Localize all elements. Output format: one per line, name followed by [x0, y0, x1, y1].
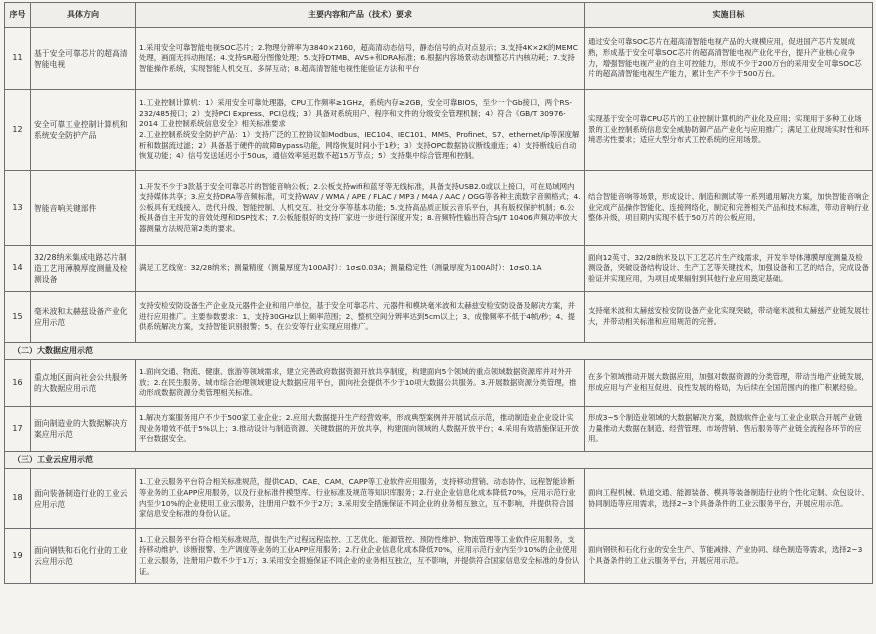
row-direction: 32/28纳米集成电路芯片制造工艺用薄膜厚度测量及检测设备: [31, 246, 136, 292]
header-no: 序号: [5, 3, 31, 28]
row-no: 16: [5, 360, 31, 407]
header-goal: 实施目标: [585, 3, 873, 28]
section-heading: （二）大数据应用示范: [5, 343, 873, 360]
row-goal: 支持毫米波和太赫兹安检安防设备产业化实现突破，带动毫米波和太赫兹产业链发展壮大，并带动相关标准和应用规范的完善。: [585, 292, 873, 343]
row-content: 1.采用安全可靠智能电视SOC芯片；2.物理分辨率为3840×2160，超高清动态信号，静态信号的点对点显示；3.支持4K×2K的MEMC处理，画面无抖动拖尾；4.支持SR超分图像处理；5.支持DTMB、AVS+和DRA标准；6.根据内容场景动态调整芯片内核功耗；7.支持智能操作系统，实现智能人机交互、多屏互动；8.超高清智能电视性能验证方法和平台: [136, 28, 585, 90]
row-no: 15: [5, 292, 31, 343]
row-content: 1.工业云服务平台符合相关标准规范，提供生产过程远程监控、工艺优化、能源管控、预防性维护、物流管理等工业软件应用服务，支持移动维护、诊断报警、生产调度等业务的工业APP应用服务；2.行业企业信息化成本降低70%，应用示范行业内至少10%的企业使用工业云服务，注册用户数不少于1万；3.采用安全措施保证不同企业的业务相互独立，互不影响，并提供符合国家信息安全标准的身份认证。: [136, 529, 585, 584]
table-row: [5, 90, 873, 171]
row-direction: 智能音响关键部件: [31, 171, 136, 246]
row-goal: 结合智能音响等场景，形成设计、制造和测试等一系列通用解决方案，加快智能音响企业完成产品操作智能化、连接网络化，制定和完善相关产品和技术标准，带动音响行业整体升级，项目期内实现不低于50万片的公板应用。: [585, 171, 873, 246]
row-content: 1.工业云服务平台符合相关标准规范，提供CAD、CAE、CAM、CAPP等工业软件应用服务，支持移动营销、动态协作、远程智能诊断等业务的工业APP应用服务，以及行业标准件模型库、行业标准及规范等知识库服务；2.行业企业信息化成本降低70%，应用示范行业内至少10%的企业使用工业云服务，注册用户数不少于2万；3.采用安全措施保证不同企业的业务相互独立，互不影响，并提供符合国家信息安全标准的身份认证。: [136, 469, 585, 529]
row-no: 11: [5, 28, 31, 90]
table-row: [5, 246, 873, 292]
row-direction: 面向制造业的大数据解决方案应用示范: [31, 407, 136, 452]
table-row: [5, 469, 873, 529]
section-heading: （三）工业云应用示范: [5, 452, 873, 469]
table-row: [5, 360, 873, 407]
row-no: 18: [5, 469, 31, 529]
section-heading-row: [5, 452, 873, 469]
row-goal: 面向钢铁和石化行业的安全生产、节能减排、产业协同、绿色制造等需求，选择2~3个具备条件的工业云服务平台，开展应用示范。: [585, 529, 873, 584]
row-goal: 面向工程机械、轨道交通、能源装备、模具等装备制造行业的个性化定制、众包设计、协同制造等应用需求，选择2~3个具备条件的工业云服务平台，开展应用示范。: [585, 469, 873, 529]
row-direction: 基于安全可靠芯片的超高清智能电视: [31, 28, 136, 90]
table-row: [5, 171, 873, 246]
row-direction: 面向钢铁和石化行业的工业云应用示范: [31, 529, 136, 584]
table-row: [5, 407, 873, 452]
section-heading-row: [5, 343, 873, 360]
row-content: 支持安检安防设备生产企业及元器件企业和用户单位，基于安全可靠芯片、元器件和模块毫米波和太赫兹安检安防设备及解决方案，并进行应用推广。主要参数要求：1、支持30GHz以上频率范围；2、整机空间分辨率达到5cm以上；3、成像频率不低于4帧/秒；4、提供系统解决方案，支持智能识别报警；5、在公安等行业实现应用推广。: [136, 292, 585, 343]
header-direction: 具体方向: [31, 3, 136, 28]
table-row: [5, 529, 873, 584]
row-no: 19: [5, 529, 31, 584]
row-direction: 毫米波和太赫兹设备产业化应用示范: [31, 292, 136, 343]
row-direction: 面向装备制造行业的工业云应用示范: [31, 469, 136, 529]
row-no: 17: [5, 407, 31, 452]
row-content: 1.工业控制计算机：1）采用安全可靠处理器，CPU工作频率≥1GHz，系统内存≥2GB，安全可靠BIOS，至少一个Gb接口，两个RS-232/485接口；2）支持PCI Express、PCI总线；3）具备对系统用户、程序和文件的分级安全管理机制；4）符合《GB/T 30976-2014 工业控制系统信息安全》相关标准要求 2.工业控制系统安全防护产品：1）支持广泛的工控协议如Modbus、IEC104、IEC101、MMS、Profinet、S7、ethernet/ip等深度解析和数据流过滤；2）具备基于硬件的故障Bypass功能，网络恢复时间小于1秒；3）支持OPC数据协议断线重连；4）支持断线后自动恢复功能；4）信号发送延迟小于50us，通信效率延迟数不超15万节点；5）支持集中综合管理和控制。: [136, 90, 585, 171]
row-direction: 重点地区面向社会公共服务的大数据应用示范: [31, 360, 136, 407]
row-goal: 面向12英寸、32/28纳米及以下工艺芯片生产线需求，开发半导体薄膜厚度测量及检测设备，突破设备结构设计、生产工艺等关键技术，加强设备和工艺的结合，完成设备验证并实现应用，为项目成果辐射到其他行业应用奠定基础。: [585, 246, 873, 292]
row-no: 13: [5, 171, 31, 246]
row-no: 12: [5, 90, 31, 171]
row-no: 14: [5, 246, 31, 292]
table-row: [5, 28, 873, 90]
project-table: [4, 2, 873, 584]
header-content: 主要内容和产品（技术）要求: [136, 3, 585, 28]
row-content: 1.面向交通、物流、健康、旅游等领域需求，建立完善政府数据资源开放共享制度，构建面向5个领域的重点领域数据资源库并对外开放；2.在民生服务、城市综合治理领域建设大数据应用平台，面向社会提供不少于10项大数据公共服务。3.开展数据资源分类管理，推动形成数据资源分类管理相关标准。: [136, 360, 585, 407]
row-goal: 形成3~5个制造业领域的大数据解决方案，鼓励软件企业与工业企业联合开展产业链力量推动大数据在制造、经营管理、市场营销、售后服务等产业链全流程各环节的应用。: [585, 407, 873, 452]
row-direction: 安全可靠工业控制计算机和系统安全防护产品: [31, 90, 136, 171]
row-goal: 实现基于安全可靠CPU芯片的工业控制计算机的产业化及应用；实现用于多种工业场景的工业控制系统信息安全威胁防御产品产业化与应用推广；满足工业现场实时性和环境恶劣性要求；适应大型分布式工控系统的应用场景。: [585, 90, 873, 171]
row-goal: 通过安全可靠SOC芯片在超高清智能电视产品的大规模应用，促进国产芯片发展成熟，形成基于安全可靠SOC芯片的超高清智能电视产业化平台，提升产业核心竞争力，增强智能电视产业的自主可控能力，形成不少于200万台的采用安全可靠SOC芯片的超高清智能电视生产能力，累计生产不少于500万台。: [585, 28, 873, 90]
row-goal: 在多个领域推动开展大数据应用，加强对数据资源的分类管理，带动当地产业链发展，形成应用与产业相互促进、良性发展的格局，为后续在全国范围内的推广积累经验。: [585, 360, 873, 407]
row-content: 满足工艺线宽：32/28纳米；测量精度（测量厚度为100A时）：1σ≤0.03A；测量稳定性（测量厚度为100A时）：1σ≤0.1A: [136, 246, 585, 292]
table-header-row: [5, 3, 873, 28]
row-content: 1.解决方案服务用户不少于500家工业企业；2.应用大数据提升生产经营效率，形成典型案例并开展试点示范，推动制造业企业设计实现业务增效不低于5%以上；3.推动设计与制造资源、关键数据的开放共享，构建面向领域的人数据开放平台；4.采用有效措施保证开放平台数据安全。: [136, 407, 585, 452]
table-row: [5, 292, 873, 343]
row-content: 1.开发不少于3款基于安全可靠芯片的智能音响公板；2.公板支持wifi和蓝牙等无线标准，具备支持USB2.0或以上接口，可在局域网内支持媒体共享；3.应支持DRA等音频标准，可支持WAV / WMA / APE / FLAC / MP3 / M4A / AAC / OGG等各种主流数字音频格式；4.公板具有无线接入、迭代升级、智能控制、人机交互、社交分享等基本功能；5.支持高品质正版云音乐平台，具有版权保护机制；6.公板具备自主开发的音效处理和DSP技术；7.公板能很好的支持厂家进一步进行深度开发；8.音频特性输出符合SJ/T 10406声频功率放大器测量方法规范第2类的要求。: [136, 171, 585, 246]
